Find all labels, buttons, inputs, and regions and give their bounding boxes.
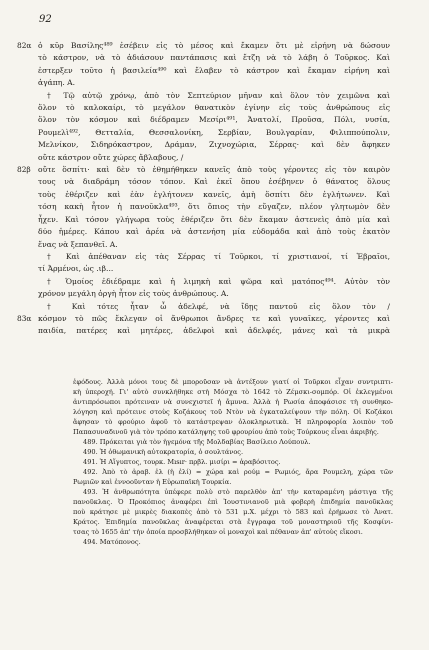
text-line: χρόνον μεγάλη ὀργὴ ἦτον εἰς τοὺς ἀνθρώπους. Α. <box>38 289 229 299</box>
margin-reference: 82β <box>17 165 31 175</box>
footnote-line: 493. Ἡ ἀνθρωπότητα ὑπέφερε πολὺ στὸ παρελθὸν ἀπ' τὴν καταραμένη μάστιγα τῆς <box>83 488 393 496</box>
text-line: ἕνας νὰ ξεπανθεῖ. Α. <box>38 239 118 249</box>
footnote-line: ἐφόδους. Ἀλλὰ μόνοι τους δὲ μποροῦσαν νὰ ἀντέξουν γιατί οἱ Τοῦρκοι εἶχαν συντριπτι- <box>73 378 393 386</box>
footnote-line: πανοῦκλας. Ὁ Προκόπιος ἀναφέρει ἐπὶ Ἰουστινιανοῦ μιὰ φοβερὴ ἐπιδημία πανοῦκλας <box>73 498 393 506</box>
footnote-line: ἄφησαν τὸ φρούριο ἀφοῦ τὸ κατάστρεψαν ὁλοκληρωτικὰ. Ἡ πληροφορία λοιπὸν τοῦ <box>73 418 393 426</box>
footnote-line: τσας τὸ 1655 ἀπ' τὴν ὁποία προσβλήθηκαν οἱ μοναχοὶ καὶ πέθαναν ἀπ' αὐτοὺς εἴκοσι. <box>73 528 363 536</box>
footnote <box>73 487 393 537</box>
footnote <box>73 377 393 437</box>
text-line: † Ὁμοίος ἐδιέδραμε καὶ ἡ λιμηκὴ καὶ ψῶρα καὶ ματόπος⁴⁹⁴. Αὐτὸν τὸν <box>47 276 390 286</box>
text-line: κόσμον τὸ πῶς ἔκλεγαν οἱ ἄνθρωποι ἄνδρες τε καὶ γυναῖκες, γέροντες καὶ <box>38 313 390 323</box>
margin-reference: 82α <box>17 41 32 50</box>
paragraph <box>38 276 390 301</box>
footnote-line: λόγηση καὶ πρότεινε στοὺς Κοζάκους τοῦ Ντὸν νὰ ἐγκαταλείψουν τὴν πόλη. Οἱ Κοζάκοι <box>73 408 393 416</box>
footnote <box>73 447 393 457</box>
text-line: ὁ κῦρ Βασίλης⁴⁸⁹ ἐσέβειν εἰς τὸ μέσος καὶ ἔκαμεν ὅτι μὲ εἰρήνη νὰ δώσουν <box>38 41 390 50</box>
text-line: τὸ κάστρον, νὰ τὸ ἀδιάσουν παντάπασις καὶ ἔτζη νὰ τὸ λάβη ὁ Τοῦρκος. Καὶ <box>38 53 390 63</box>
footnote <box>73 437 393 447</box>
footnote-line: ποὺ κράτησε μὲ μικρὲς διακοπὲς ἀπὸ τὸ 531 μ.Χ. μέχρι τὸ 583 καὶ ἐρήμωσε τὸ Ἀνατ. <box>73 508 393 516</box>
paragraph <box>38 301 390 313</box>
text-line: τί Ἀρμένοι, ὡς .ιβ... <box>38 264 114 274</box>
paragraph <box>38 90 390 164</box>
footnotes <box>73 377 393 547</box>
footnote-line: 494. Ματόπονος. <box>83 538 141 546</box>
main-text <box>17 40 390 338</box>
text-line: † Τῷ αὐτῷ χρόνῳ, ἀπὸ τὸν Σεπτεύριον μῆναν καὶ ὅλον τὸν χειμῶνα καὶ <box>47 90 390 100</box>
footnote <box>73 457 393 467</box>
text-line: τόση κακὴ ἦτον ἡ πανοῦκλα⁴⁹³, ὅτι ὅπιος τὴν εὔγαζεν, πλέον γλητωμὸν δὲν <box>38 202 390 212</box>
footnote-line: 489. Πρόκειται γιὰ τὸν ἡγεμόνα τῆς Μολδαβίας Βασίλειο Λούπουλ. <box>83 438 311 446</box>
text-line: οὔτε ὅσπίτι· καὶ δὲν τὸ ἐθημήθηκεν κανεῖς ἀπὸ τοὺς γέροντες εἰς τὸν καιρὸν <box>38 165 390 175</box>
footnote-line: Κράτος. Ἐπιδημία πανοῦκλας ἀναφέρεται στὰ ἔγγραφα τοῦ μοναστηριοῦ τῆς Κοσφίνι- <box>73 518 393 526</box>
text-line: ἐστερξεν τοῦτο ἡ βασιλεία⁴⁹⁰ καὶ ἔλαβεν τὸ κάστρον καὶ ἔκαμαν εἰρήνη καὶ <box>38 65 390 75</box>
text-line: παιδία, πατέρες καὶ μητέρες, ἀδελφοὶ καὶ ἀδελφές, μάνες καὶ τὰ μικρὰ <box>38 326 390 336</box>
footnote-line: Παπασυναδινοῦ γιὰ τὸν τρόπο κατάληψης τοῦ φρουρίου ἀπὸ τοὺς Τούρκους εἶναι ἀκριβής. <box>73 428 379 436</box>
footnote-line: 492. Ἀπὸ τὸ ἀραβ. ἐλ (ἡ ἐλί) = χώρα καὶ ρούμ = Ρωμιός, ἄρα Ρουμελη, χώρα τῶν <box>83 468 393 476</box>
text-line: ὅλον τὸν κόσμον καὶ διέδραμεν Μεσίρι⁴⁹¹, Ἀνατολί, Προῦσα, Πόλι, νυσία, <box>38 115 390 125</box>
footnote-line: κὴ ὑπεροχή. Γι' αὐτὸ συνκλήθηκε στὴ Μόσχα τὸ 1642 τὸ Ζέμσκι-σομπόρ. Οἱ ἐκλεγμένοι <box>73 388 393 396</box>
text-line: δύο ἡμέρες. Κάπου καὶ ἀρέα νὰ ἀστενήση μία εὐδομάδα καὶ ἀπὸ τοὺς ἑκατὸν <box>38 227 390 237</box>
text-line: τοὺς ἐθέριζεν καὶ ἐὰν ἐγλήτονεν κανεῖς, ἀμὴ ὅσπίτι δὲν ἐγλήτωνεν. Καὶ <box>38 189 390 199</box>
text-line: τους νὰ διαδράμη τόσον τόπον. Καὶ ἐκεῖ ὅπου ἐσέβηνεν ὁ θάνατος ὅλους <box>38 177 390 187</box>
paragraph <box>17 164 390 251</box>
paragraph <box>38 251 390 276</box>
footnote-line: ἀντιπρόσωποι πρότειναν νὰ συνεχιστεῖ ἡ ἄμυνα. Ἀλλὰ ἡ Ρωσία ἀποφάσισε τὴ συνθηκο- <box>73 398 393 406</box>
footnote-line: 491. Ἡ Αἴγυπτος, τουρκ. Mısır· πρβλ. μισίρι = ἀραβόσιτος. <box>83 458 281 466</box>
text-line: οὔτε κάστρον οὔτε χώρες ἄβλαβους, / <box>38 152 184 162</box>
footnote-line: 490. Ἡ ὀθωμανικὴ αὐτοκρατορία, ὁ σουλτάνος. <box>83 448 244 456</box>
text-line: ἦχεν. Καὶ τόσον γλήγωρα τοὺς ἐθέριζεν ὅτι δὲν ἔκαμαν ἀστενεὶς ἀπὸ μία καὶ <box>38 214 390 224</box>
footnote <box>73 537 393 547</box>
margin-reference: 83α <box>17 313 32 323</box>
page-number: 92 <box>39 14 52 25</box>
paragraph <box>17 313 390 338</box>
text-line: Μελνίκον, Σιδηρόκαστρον, Δράμαν, Ζιχνοχώρια, Σέρρας· καὶ δὲν ἄφηκεν <box>38 140 390 150</box>
footnote-line: Ρωμιῶν καὶ ἐννοοῦνταν ἡ Εὐρωπαϊκὴ Τουρκία. <box>73 478 232 486</box>
text-line: † Καὶ ἀπέθαναν εἰς τὰς Σέρρας τί Τοῦρκοι, τί χριστιανοί, τί Ἑβραῖοι, <box>47 251 390 261</box>
text-line: Ρουμελὶ⁴⁹², Θετταλία, Θεσσαλονίκη, Σερβίαν, Βουλγαρίαν, Φιλιππούπολιν, <box>38 127 390 137</box>
paragraph <box>17 40 390 90</box>
text-line: ἀγάπη. Α. <box>38 78 76 88</box>
text-line: † Καὶ τότες ἦταν ὦ ἀδελφέ, νὰ ἴδῃς παντοῦ εἰς ὅλον τὸν / <box>47 301 390 311</box>
text-line: ὅλον τὸ καλοκαίρι, τὸ μεγάλον θανατικὸν ἐγίνην εἰς τοὺς ἀνθρώπους εἰς <box>38 103 390 113</box>
footnote <box>73 467 393 487</box>
